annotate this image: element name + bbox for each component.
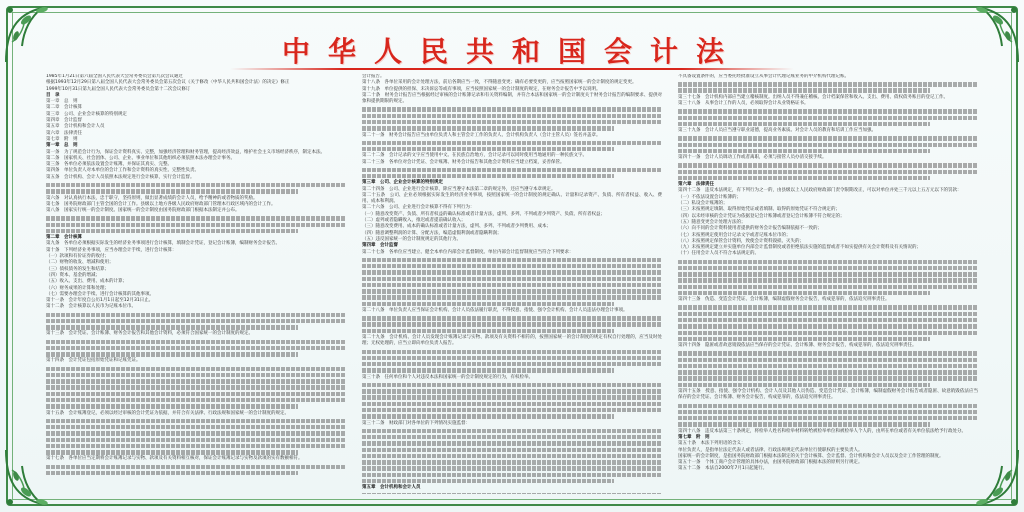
chapter-heading: 第四章 会计监督 bbox=[362, 243, 398, 249]
article-text: 第三十二条 财政部门对各单位的下列情况实施监督： bbox=[362, 420, 470, 426]
illegible-text-line bbox=[46, 425, 346, 429]
article-text: 第十一条 会计年度自公历1月1日起至12月31日止。 bbox=[46, 298, 154, 304]
article-text: 第四十二条 违反本法规定，有下列行为之一的，由县级以上人民政府财政部门责令限期改正，可以对单位并处三千元以上五万元以下的罚款： bbox=[678, 188, 962, 194]
article-text: 根据1993年12月29日第八届全国人民代表大会常务委员会第五次会议《关于修改〈中华人民共和国会计法〉的决定》修正 bbox=[46, 80, 290, 86]
article-text: 第十三条 会计凭证、会计账簿、财务会计报告和其他会计资料，必须符合国家统一的会计制度的规定。 bbox=[46, 331, 253, 337]
article-text: （一）随意改变资产、负债、所有者权益的确认标准或者计量方法，虚列、多列、不列或者少列资产、负债、所有者权益； bbox=[362, 211, 605, 217]
article-text: 国家统一的会计制度，是指国务院财政部门根据本法制定的关于会计核算、会计监督、会计机构和会计人员以及会计工作管理的制度。 bbox=[678, 453, 944, 459]
illegible-text-line bbox=[362, 329, 614, 333]
illegible-text-line bbox=[678, 266, 978, 270]
illegible-text-line bbox=[362, 316, 662, 320]
article-text: 第七条 国务院财政部门主管全国的会计工作。县级以上地方各级人民政府财政部门管理本行政区域内的会计工作。 bbox=[46, 201, 276, 207]
illegible-text-line bbox=[678, 422, 930, 426]
illegible-text-line bbox=[362, 322, 662, 326]
illegible-text-line bbox=[46, 404, 298, 408]
article-text: 第四条 单位负责人对本单位的会计工作和会计资料的真实性、完整性负责。 bbox=[46, 168, 199, 174]
illegible-text-line bbox=[46, 313, 346, 317]
illegible-text-line bbox=[678, 337, 930, 341]
chapter-heading: 第三章 公司、企业会计核算的特别规定 bbox=[362, 180, 443, 186]
article-text: 会计报告。 bbox=[362, 74, 385, 79]
article-text: （二）财物的收发、增减和使用； bbox=[46, 260, 114, 266]
illegible-text-line bbox=[362, 368, 614, 372]
illegible-text-line bbox=[678, 410, 978, 414]
illegible-text-line bbox=[678, 272, 978, 276]
illegible-text-line bbox=[362, 362, 662, 366]
article-text: （四）随意调整利润的计算、分配方法，编造虚假利润或者隐瞒利润； bbox=[362, 230, 502, 236]
illegible-text-line bbox=[46, 223, 346, 227]
article-text: 第四章 会计监督 bbox=[46, 118, 82, 124]
illegible-text-line bbox=[678, 109, 978, 113]
illegible-text-line bbox=[362, 147, 614, 151]
illegible-text-line bbox=[46, 319, 346, 323]
article-text: 1985年1月21日第六届全国人民代表大会常务委员会第九次会议通过 bbox=[46, 74, 184, 79]
illegible-text-line bbox=[362, 289, 662, 293]
document-title: 中华人民共和国会计法 bbox=[281, 35, 742, 68]
illegible-text-line bbox=[362, 258, 662, 262]
chapter-heading: 第六章 法律责任 bbox=[678, 182, 714, 188]
article-text: 第十四条 会计凭证包括原始凭证和记账凭证。 bbox=[46, 358, 141, 364]
article-text: 第三十七条 会计机构内部应当建立稽核制度。出纳人员不得兼任稽核、会计档案保管和收入、支出、费用、债权债务账目的登记工作。 bbox=[678, 94, 948, 100]
article-text: 第二十条 财务会计报告应当根据经过审核的会计账簿记录和有关资料编制，并符合本法和国家统一的会计制度关于财务会计报告的编制要求、提供对象和提供期限的规定。 bbox=[362, 92, 662, 105]
illegible-text-line bbox=[678, 416, 978, 420]
article-text: 第十条 下列经济业务事项，应当办理会计手续，进行会计核算： bbox=[46, 247, 177, 253]
article-text: 第十八条 各单位采用的会计处理方法，前后各期应当一致，不得随意变更；确有必要变更的，应当按照国家统一的会计制度的规定变更。 bbox=[362, 80, 637, 86]
illegible-text-line bbox=[362, 350, 662, 354]
illegible-text-line bbox=[46, 346, 346, 350]
illegible-text-line bbox=[362, 414, 614, 418]
illegible-text-line bbox=[362, 454, 662, 458]
article-text: 第三十条 任何单位和个人对违反本法和国家统一的会计制度规定的行为，有权检举。 bbox=[362, 374, 533, 380]
article-text: 第三章 公司、企业会计核算的特别规定 bbox=[46, 111, 127, 117]
article-text: （四）以未经审核的会计凭证为依据登记会计账簿或者登记会计账簿不符合规定的； bbox=[678, 213, 845, 219]
article-text: （五）随意变更会计处理方法的； bbox=[678, 219, 746, 225]
illegible-text-line bbox=[362, 408, 662, 412]
article-text: 第一章 总 则 bbox=[46, 99, 78, 105]
illegible-text-line bbox=[362, 460, 662, 464]
illegible-text-line bbox=[362, 283, 662, 287]
article-text: 1999年10月31日第九届全国人民代表大会常务委员会第十二次会议修订 bbox=[46, 86, 191, 92]
illegible-text-line bbox=[46, 431, 346, 435]
illegible-text-line bbox=[362, 141, 662, 145]
article-text: 第五十二条 本法自2000年7月1日起施行。 bbox=[678, 466, 768, 472]
illegible-text-line bbox=[678, 376, 978, 380]
illegible-text-line bbox=[678, 176, 930, 180]
article-text: 第二十六条 公司、企业进行会计核算不得有下列行为： bbox=[362, 205, 475, 211]
illegible-text-line bbox=[362, 383, 662, 387]
illegible-text-line bbox=[46, 189, 298, 193]
illegible-text-line bbox=[362, 277, 662, 281]
article-text: 第一条 为了规范会计行为，保证会计资料真实、完整，加强经济管理和财务管理，提高经济效益，维护社会主义市场经济秩序，制定本法。 bbox=[46, 149, 325, 155]
illegible-text-line bbox=[678, 404, 978, 408]
illegible-text-line bbox=[678, 291, 930, 295]
illegible-text-line bbox=[362, 479, 614, 483]
illegible-text-line bbox=[678, 305, 978, 309]
illegible-text-line bbox=[678, 88, 930, 92]
article-text: 第三条 各单位必须依法设置会计账簿，并保证其真实、完整。 bbox=[46, 162, 172, 168]
illegible-text-line bbox=[362, 356, 662, 360]
article-text: 第二十九条 会计机构、会计人员发现会计账簿记录与实物、款项及有关资料不相符的，按照国家统一的会计制度的规定有权自行处理的，应当及时处理；无权处理的，应当立即向单位负责人报告。 bbox=[362, 335, 662, 347]
illegible-text-line bbox=[362, 448, 662, 452]
illegible-text-line bbox=[362, 126, 614, 130]
illegible-text-line bbox=[362, 402, 662, 406]
text-columns bbox=[46, 74, 978, 494]
illegible-text-line bbox=[46, 325, 298, 329]
article-text: 第二十三条 各单位对会计凭证、会计账簿、财务会计报告和其他会计资料应当建立档案，妥善保管。 bbox=[362, 159, 565, 165]
illegible-text-line bbox=[678, 364, 978, 368]
illegible-text-line bbox=[678, 136, 978, 140]
chapter-heading: 第二章 会计核算 bbox=[46, 235, 82, 241]
illegible-text-line bbox=[362, 395, 662, 399]
illegible-text-line bbox=[46, 465, 346, 469]
article-text: 第六章 法律责任 bbox=[46, 130, 82, 136]
illegible-text-line bbox=[678, 358, 978, 362]
article-text: 第二十四条 公司、企业进行会计核算，除应当遵守本法第二章的规定外，还应当遵守本章规定。 bbox=[362, 186, 556, 192]
illegible-text-line bbox=[362, 389, 662, 393]
article-text: （五）收入、支出、费用、成本的计算； bbox=[46, 279, 127, 285]
illegible-text-line bbox=[46, 450, 298, 454]
illegible-text-line bbox=[678, 163, 978, 167]
article-text: 不具备设置条件的，应当委托经批准设立从事会计代理记账业务的中介机构代理记账。 bbox=[678, 74, 849, 79]
article-text: （二）私设会计账簿的； bbox=[678, 201, 728, 207]
article-text: 单位负责人，是指单位法定代表人或者法律、行政法规规定代表单位行使职权的主要负责人。 bbox=[678, 447, 863, 453]
article-text: （五）违反国家统一的会计制度规定的其他行为。 bbox=[362, 236, 461, 242]
illegible-text-line bbox=[46, 352, 298, 356]
illegible-text-line bbox=[362, 429, 662, 433]
text-column-1 bbox=[46, 74, 346, 494]
illegible-text-line bbox=[46, 398, 346, 402]
article-text: （九）未按照规定建立并实施单位内部会计监督制度或者拒绝依法实施的监督或者不如实提供有关会计资料及有关情况的； bbox=[678, 245, 921, 251]
chapter-heading: 第一章 总 则 bbox=[46, 143, 78, 149]
article-text: 第三十八条 从事会计工作的人员，必须取得会计从业资格证书。 bbox=[678, 101, 809, 107]
illegible-text-line bbox=[362, 168, 662, 172]
illegible-text-line bbox=[678, 383, 930, 387]
article-text: 第二章 会计核算 bbox=[46, 105, 82, 111]
illegible-text-line bbox=[678, 318, 978, 322]
illegible-text-line bbox=[678, 260, 978, 264]
article-text: 第十七条 各单位应当定期将会计账簿记录与实物、款项及有关资料相互核对，保证会计账簿记录与实物及款项的实有数额相符。 bbox=[46, 456, 303, 462]
article-text: 第四十四条 隐匿或者故意销毁依法应当保存的会计凭证、会计账簿、财务会计报告，构成犯罪的，依法追究刑事责任。 bbox=[678, 343, 917, 349]
illegible-text-line bbox=[362, 270, 662, 274]
illegible-text-line bbox=[362, 174, 614, 178]
article-text: （三）未按照规定填制、取得原始凭证或者填制、取得的原始凭证不符合规定的； bbox=[678, 207, 840, 213]
article-text: （三）债权债务的发生和结算； bbox=[46, 266, 109, 272]
article-text: （一）不依法设置会计账簿的； bbox=[678, 194, 741, 200]
article-text: 第九条 各单位必须根据实际发生的经济业务事项进行会计核算，填制会计凭证，登记会计账簿，编制财务会计报告。 bbox=[46, 241, 280, 247]
article-text: 第七章 附 则 bbox=[46, 136, 78, 142]
illegible-text-line bbox=[678, 285, 978, 289]
chapter-heading: 目 录 bbox=[46, 92, 60, 98]
article-text: 第四十八条 违反本法第三十条规定，将检举人姓名和检举材料转给被检举单位和被检举人个人的，由所在单位或者有关单位依法给予行政处分。 bbox=[678, 428, 966, 434]
illegible-text-line bbox=[46, 438, 346, 442]
article-text: 第五章 会计机构和会计人员 bbox=[46, 124, 105, 130]
illegible-text-line bbox=[678, 324, 978, 328]
article-text: （四）资本、基金的增减； bbox=[46, 272, 100, 278]
article-text: 第二十七条 各单位应当建立、健全本单位内部会计监督制度。单位内部会计监督制度应当符合下列要求： bbox=[362, 249, 574, 255]
article-text: （三）随意改变费用、成本的确认标准或者计量方法，虚列、多列、不列或者少列费用、成本； bbox=[362, 224, 551, 230]
article-text: 第十五条 会计账簿登记，必须以经过审核的会计凭证为依据，并符合有关法律、行政法规和国家统一的会计制度的规定。 bbox=[46, 410, 289, 416]
article-text: 第五条 会计机构、会计人员依照本法规定进行会计核算，实行会计监督。 bbox=[46, 174, 195, 180]
illegible-text-line bbox=[46, 419, 346, 423]
article-text: （七）未按照规定使用会计记录文字或者记账本位币的； bbox=[678, 232, 791, 238]
article-text: （八）未按照规定保管会计资料，致使会计资料毁损、灭失的； bbox=[678, 238, 804, 244]
illegible-text-line bbox=[46, 229, 298, 233]
illegible-text-line bbox=[678, 170, 978, 174]
illegible-text-line bbox=[46, 385, 346, 389]
article-text: 第四十三条 伪造、变造会计凭证、会计账簿，编制虚假财务会计报告，构成犯罪的，依法追究刑事责任。 bbox=[678, 297, 890, 303]
illegible-text-line bbox=[46, 379, 346, 383]
illegible-text-line bbox=[362, 302, 614, 306]
article-text: （十）任用会计人员不符合本法规定的。 bbox=[678, 251, 759, 257]
illegible-text-line bbox=[362, 466, 662, 470]
illegible-text-line bbox=[678, 370, 978, 374]
illegible-text-line bbox=[678, 116, 978, 120]
illegible-text-line bbox=[678, 278, 978, 282]
illegible-text-line bbox=[678, 122, 930, 126]
illegible-text-line bbox=[46, 183, 346, 187]
article-text: 第四十五条 授意、指使、强令会计机构、会计人员及其他人员伪造、变造会计凭证、会计账簿，编制虚假财务会计报告或者隐匿、故意销毁依法应当保存的会计凭证、会计账簿、财务会计报告，构成犯罪的，依法追究刑事责任。 bbox=[678, 389, 978, 401]
illegible-text-line bbox=[46, 216, 346, 220]
illegible-text-line bbox=[362, 435, 662, 439]
article-text: 第五十条 本法下列用语的含义： bbox=[678, 441, 746, 447]
illegible-text-line bbox=[678, 331, 978, 335]
illegible-text-line bbox=[362, 295, 662, 299]
illegible-text-line bbox=[362, 441, 662, 445]
article-text: （六）财务成果的计算和处理； bbox=[46, 285, 109, 291]
illegible-text-line bbox=[678, 312, 978, 316]
article-text: （二）虚列或者隐瞒收入，推迟或者提前确认收入； bbox=[362, 218, 466, 224]
illegible-text-line bbox=[362, 473, 662, 477]
illegible-text-line bbox=[678, 149, 930, 153]
illegible-text-line bbox=[362, 107, 662, 111]
article-text: 第四十一条 会计人员调动工作或者离职，必须与接管人员办清交接手续。 bbox=[678, 155, 827, 161]
article-text: 第二十八条 单位负责人应当保证会计机构、会计人员依法履行职责，不得授意、指使、强令会计机构、会计人员违法办理会计事项。 bbox=[362, 308, 628, 313]
article-text: （七）需要办理会计手续、进行会计核算的其他事项。 bbox=[46, 291, 154, 297]
article-text: 第二条 国家机关、社会团体、公司、企业、事业单位和其他组织必须依照本法办理会计事务。 bbox=[46, 155, 235, 161]
illegible-text-line bbox=[362, 114, 662, 118]
illegible-text-line bbox=[46, 471, 298, 475]
article-text: 第五十一条 个体工商户会计管理的具体办法，由国务院财政部门根据本法的原则另行规定。 bbox=[678, 460, 863, 466]
article-text: 第二十二条 会计记录的文字应当使用中文。在民族自治地方，会计记录可以同时使用当地通用的一种民族文字。 bbox=[362, 153, 587, 159]
article-text: 第十二条 会计核算以人民币为记账本位币。 bbox=[46, 304, 136, 310]
article-text: 第六条 对认真执行本法，忠于职守，坚持原则，做出显著成绩的会计人员，给予精神的或者物质的奖励。 bbox=[46, 195, 258, 201]
title-divider bbox=[230, 68, 794, 70]
illegible-text-line bbox=[678, 143, 978, 147]
article-text: 第八条 国家实行统一的会计制度。国家统一的会计制度由国务院财政部门根据本法制定并公布。 bbox=[46, 208, 240, 214]
illegible-text-line bbox=[362, 493, 662, 494]
illegible-text-line bbox=[678, 351, 978, 355]
article-text: （一）款项和有价证券的收付； bbox=[46, 254, 109, 260]
chapter-heading: 第五章 会计机构和会计人员 bbox=[362, 485, 421, 491]
article-text: （六）向不同的会计资料使用者提供的财务会计报告编制依据不一致的； bbox=[678, 226, 822, 232]
illegible-text-line bbox=[46, 444, 346, 448]
illegible-text-line bbox=[46, 373, 346, 377]
article-text: 第二十一条 财务会计报告应当由单位负责人和主管会计工作的负责人、会计机构负责人（会计主管人员）签名并盖章。 bbox=[362, 132, 601, 138]
illegible-text-line bbox=[362, 120, 662, 124]
illegible-text-line bbox=[46, 392, 346, 396]
illegible-text-line bbox=[678, 82, 978, 86]
article-text: 第二十五条 公司、企业必须根据实际发生的经济业务事项，按照国家统一的会计制度的规定确认、计量和记录资产、负债、所有者权益、收入、费用、成本和利润。 bbox=[362, 192, 662, 205]
illegible-text-line bbox=[46, 340, 346, 344]
article-text: 第十九条 单位提供的担保、未决诉讼等或有事项，应当按照国家统一的会计制度的规定，在财务会计报告中予以说明。 bbox=[362, 86, 601, 92]
article-text: 第三十九条 会计人员应当遵守职业道德，提高业务素质。对会计人员的教育和培训工作应当加强。 bbox=[678, 128, 876, 134]
illegible-text-line bbox=[362, 264, 662, 268]
chapter-heading: 第七章 附 则 bbox=[678, 434, 710, 440]
illegible-text-line bbox=[46, 367, 346, 371]
text-column-3 bbox=[678, 74, 978, 494]
text-column-2 bbox=[362, 74, 662, 494]
